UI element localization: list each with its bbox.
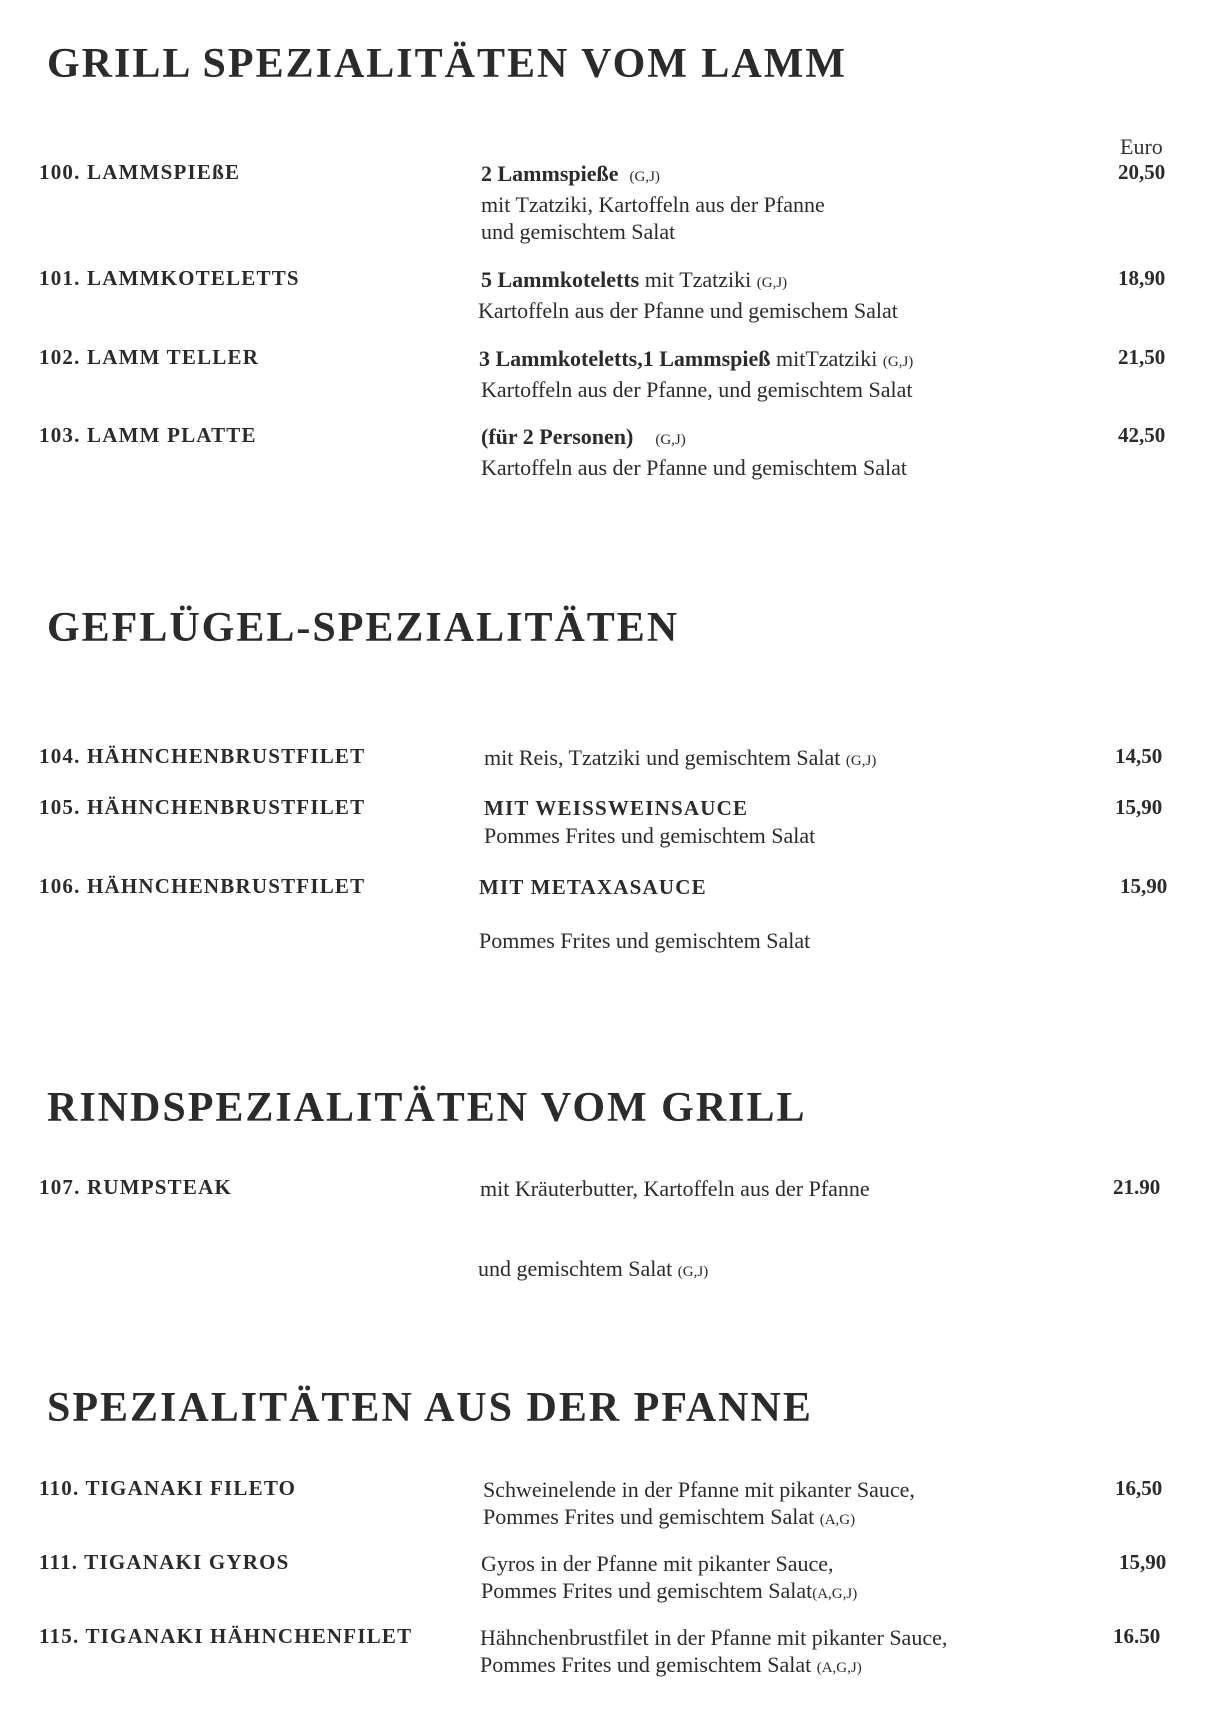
allergen-info: (G,J) (845, 753, 877, 769)
description-text: und gemischtem Salat (478, 1256, 678, 1281)
item-price: 20,50 (1118, 160, 1166, 184)
description-line: Kartoffeln aus der Pfanne und gemischem Salat (478, 298, 898, 323)
item-name: 115. TIGANAKI HÄHNCHENFILET (39, 1624, 413, 1648)
allergen-info: (A,G) (819, 1512, 856, 1528)
item-highlight: 5 Lammkoteletts (481, 267, 640, 292)
description-line: Schweinelende in der Pfanne mit pikanter Sauce, (483, 1477, 915, 1502)
section-heading-poultry: GEFLÜGEL-SPEZIALITÄTEN (47, 605, 680, 651)
item-price: 21,50 (1118, 345, 1166, 369)
item-description (481, 1550, 857, 1608)
description-line: Pommes Frites und gemischtem Salat (484, 823, 816, 848)
item-name: 105. HÄHNCHENBRUSTFILET (39, 795, 366, 819)
section-heading-beef: RINDSPEZIALITÄTEN VOM GRILL (47, 1085, 807, 1131)
section-heading-lamb: GRILL SPEZIALITÄTEN VOM LAMM (47, 41, 848, 87)
item-price: 18,90 (1118, 266, 1166, 290)
item-price: 16,50 (1115, 1476, 1163, 1500)
item-description (480, 1175, 870, 1286)
description-line: Kartoffeln aus der Pfanne, und gemischtem Salat (481, 377, 913, 402)
item-price: 15,90 (1120, 874, 1168, 898)
description-line: mit Kräuterbutter, Kartoffeln aus der Pfanne (480, 1176, 870, 1201)
section-heading-pan: SPEZIALITÄTEN AUS DER PFANNE (47, 1385, 813, 1431)
item-description (481, 160, 825, 245)
allergen-info: (A,G,J) (812, 1586, 858, 1602)
item-price: 15,90 (1119, 1550, 1167, 1574)
description-line: Gyros in der Pfanne mit pikanter Sauce, (481, 1551, 834, 1576)
description-caps: MIT METAXASAUCE (479, 875, 707, 899)
item-name: 104. HÄHNCHENBRUSTFILET (39, 744, 366, 768)
item-highlight: 2 Lammspieße (481, 161, 619, 186)
description-text: Pommes Frites und gemischtem Salat (483, 1504, 820, 1529)
description-line: Pommes Frites und gemischtem Salat (479, 928, 811, 953)
currency-label: Euro (1120, 134, 1163, 159)
item-description (480, 1624, 947, 1682)
item-price: 21.90 (1113, 1175, 1161, 1199)
description-text: Pommes Frites und gemischtem Salat (481, 1578, 813, 1603)
description-text: mitTzatziki (770, 346, 883, 371)
item-description (484, 795, 815, 849)
item-description (478, 266, 898, 324)
item-name: 103. LAMM PLATTE (39, 423, 257, 447)
item-name: 106. HÄHNCHENBRUSTFILET (39, 874, 366, 898)
description-line: und gemischtem Salat (481, 219, 676, 244)
description-line: Hähnchenbrustfilet in der Pfanne mit pikanter Sauce, (480, 1625, 948, 1650)
allergen-info: (G,J) (629, 169, 660, 185)
item-description (483, 1476, 915, 1534)
description-line: Kartoffeln aus der Pfanne und gemischtem Salat (481, 455, 908, 480)
item-name: 100. LAMMSPIEßE (39, 160, 241, 184)
item-name: 102. LAMM TELLER (39, 345, 260, 369)
item-name: 111. TIGANAKI GYROS (39, 1550, 290, 1574)
item-name: 110. TIGANAKI FILETO (39, 1476, 297, 1500)
item-description (479, 874, 810, 954)
item-description (484, 744, 876, 775)
item-description (479, 345, 913, 403)
description-line: mit Tzatziki, Kartoffeln aus der Pfanne (481, 192, 825, 217)
item-price: 16.50 (1113, 1624, 1161, 1648)
item-highlight: (für 2 Personen) (481, 424, 634, 449)
item-highlight: 3 Lammkoteletts,1 Lammspieß (479, 346, 771, 371)
description-text: Pommes Frites und gemischtem Salat (480, 1652, 817, 1677)
description-text: mit Tzatziki (639, 267, 757, 292)
item-name: 101. LAMMKOTELETTS (39, 266, 300, 290)
item-price: 15,90 (1115, 795, 1163, 819)
item-price: 14,50 (1115, 744, 1163, 768)
allergen-info: (G,J) (655, 432, 686, 448)
allergen-info: (G,J) (756, 275, 788, 291)
allergen-info: (G,J) (882, 354, 914, 370)
description-caps: MIT WEISSWEINSAUCE (484, 796, 749, 820)
description-text: mit Reis, Tzatziki und gemischtem Salat (484, 745, 846, 770)
item-name: 107. RUMPSTEAK (39, 1175, 232, 1199)
item-price: 42,50 (1118, 423, 1166, 447)
allergen-info: (G,J) (677, 1264, 709, 1280)
item-description (481, 423, 907, 481)
allergen-info: (A,G,J) (816, 1660, 862, 1676)
